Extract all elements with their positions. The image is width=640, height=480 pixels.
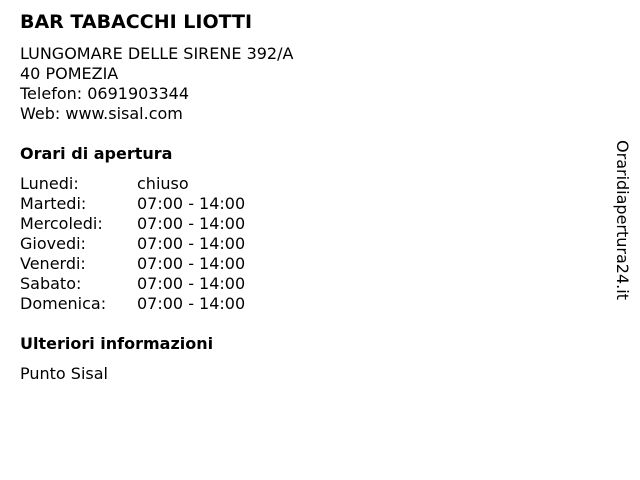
- hours-day: Martedi:: [20, 194, 87, 213]
- site-watermark: Oraridiapertura24.it: [613, 140, 632, 300]
- web-line: [20, 104, 580, 124]
- hours-row-saturday: [20, 274, 580, 294]
- address-line-1: LUNGOMARE DELLE SIRENE 392/A: [20, 44, 294, 63]
- hours-day: Venerdi:: [20, 254, 86, 273]
- hours-value: 07:00 - 14:00: [137, 194, 246, 213]
- more-info-text: Punto Sisal: [20, 364, 108, 383]
- more-info-heading: Ulteriori informazioni: [20, 334, 214, 353]
- web-link[interactable]: www.sisal.com: [65, 104, 183, 123]
- hours-day: Sabato:: [20, 274, 82, 293]
- address-line-2: 40 POMEZIA: [20, 64, 119, 83]
- hours-value: chiuso: [137, 174, 189, 193]
- hours-row-tuesday: [20, 194, 580, 214]
- hours-day: Lunedi:: [20, 174, 79, 193]
- phone-label: Telefon:: [20, 84, 83, 103]
- phone-number[interactable]: 0691903344: [87, 84, 190, 103]
- hours-value: 07:00 - 14:00: [137, 214, 246, 233]
- hours-value: 07:00 - 14:00: [137, 234, 246, 253]
- hours-day: Domenica:: [20, 294, 107, 313]
- hours-day: Mercoledi:: [20, 214, 103, 233]
- hours-value: 07:00 - 14:00: [137, 274, 246, 293]
- opening-hours-list: [20, 174, 580, 314]
- web-label: Web:: [20, 104, 61, 123]
- hours-row-friday: [20, 254, 580, 274]
- hours-day: Giovedi:: [20, 234, 86, 253]
- business-card: [20, 10, 580, 384]
- hours-row-wednesday: [20, 214, 580, 234]
- hours-row-sunday: [20, 294, 580, 314]
- business-name: BAR TABACCHI LIOTTI: [20, 11, 253, 33]
- hours-row-monday: [20, 174, 580, 194]
- opening-hours-heading: Orari di apertura: [20, 144, 173, 163]
- hours-row-thursday: [20, 234, 580, 254]
- phone-line: [20, 84, 580, 104]
- hours-value: 07:00 - 14:00: [137, 254, 246, 273]
- hours-value: 07:00 - 14:00: [137, 294, 246, 313]
